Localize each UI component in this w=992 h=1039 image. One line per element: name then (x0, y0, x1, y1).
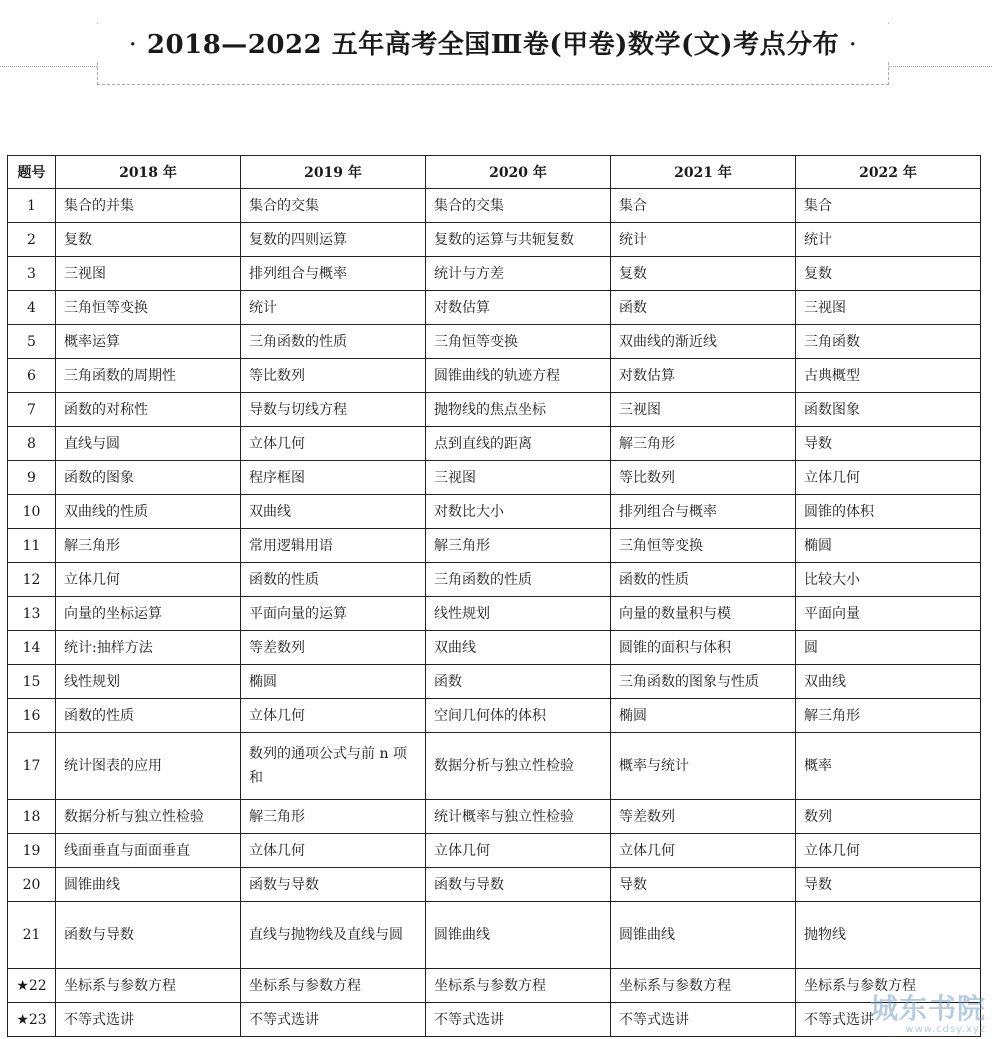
question-number-cell: 4 (8, 291, 56, 325)
table-row (8, 461, 981, 495)
table-body (8, 189, 981, 1037)
topic-cell-2019: 立体几何 (241, 699, 426, 733)
topic-cell-2020: 统计概率与独立性检验 (426, 800, 611, 834)
topic-cell-2021: 三角函数的图象与性质 (611, 665, 796, 699)
topic-cell-2018: 立体几何 (56, 563, 241, 597)
question-number-cell: 8 (8, 427, 56, 461)
table-row (8, 969, 981, 1003)
question-number-cell: 7 (8, 393, 56, 427)
topic-cell-2018: 函数与导数 (56, 902, 241, 969)
topic-cell-2018: 不等式选讲 (56, 1003, 241, 1037)
topic-cell-2022: 集合 (796, 189, 981, 223)
topic-cell-2018: 数据分析与独立性检验 (56, 800, 241, 834)
topic-cell-2021: 坐标系与参数方程 (611, 969, 796, 1003)
topic-cell-2018: 三角函数的周期性 (56, 359, 241, 393)
question-number-cell: 18 (8, 800, 56, 834)
topic-cell-2022: 平面向量 (796, 597, 981, 631)
topic-cell-2018: 三角恒等变换 (56, 291, 241, 325)
header-question-number: 题号 (8, 156, 56, 189)
topic-cell-2019: 统计 (241, 291, 426, 325)
page-title-text: 2018—2022 五年高考全国Ⅲ卷(甲卷)数学(文)考点分布 (146, 30, 840, 60)
topic-cell-2020: 不等式选讲 (426, 1003, 611, 1037)
topic-cell-2019: 函数与导数 (241, 868, 426, 902)
topic-cell-2019: 复数的四则运算 (241, 223, 426, 257)
topic-cell-2021: 解三角形 (611, 427, 796, 461)
topic-cell-2021: 双曲线的渐近线 (611, 325, 796, 359)
question-number-cell: 15 (8, 665, 56, 699)
topic-cell-2022: 圆 (796, 631, 981, 665)
topic-cell-2022: 坐标系与参数方程 (796, 969, 981, 1003)
topic-cell-2021: 统计 (611, 223, 796, 257)
question-number-cell: 5 (8, 325, 56, 359)
topic-cell-2018: 概率运算 (56, 325, 241, 359)
topic-cell-2020: 坐标系与参数方程 (426, 969, 611, 1003)
topic-cell-2019: 等差数列 (241, 631, 426, 665)
topic-cell-2018: 线性规划 (56, 665, 241, 699)
topic-cell-2022: 数列 (796, 800, 981, 834)
topic-cell-2018: 三视图 (56, 257, 241, 291)
table-row (8, 427, 981, 461)
question-number-cell: 14 (8, 631, 56, 665)
topic-cell-2019: 坐标系与参数方程 (241, 969, 426, 1003)
topic-cell-2020: 双曲线 (426, 631, 611, 665)
topic-cell-2020: 立体几何 (426, 834, 611, 868)
topic-cell-2022: 立体几何 (796, 834, 981, 868)
topic-cell-2018: 双曲线的性质 (56, 495, 241, 529)
topic-cell-2020: 抛物线的焦点坐标 (426, 393, 611, 427)
table-row (8, 393, 981, 427)
topic-cell-2022: 解三角形 (796, 699, 981, 733)
topic-cell-2019: 函数的性质 (241, 563, 426, 597)
table-row (8, 189, 981, 223)
topic-cell-2020: 三角函数的性质 (426, 563, 611, 597)
topic-cell-2020: 复数的运算与共轭复数 (426, 223, 611, 257)
topic-cell-2018: 线面垂直与面面垂直 (56, 834, 241, 868)
question-number-cell: 10 (8, 495, 56, 529)
title-dot-left: · (128, 30, 138, 60)
topic-cell-2018: 函数的性质 (56, 699, 241, 733)
table-row (8, 223, 981, 257)
topic-cell-2021: 向量的数量积与模 (611, 597, 796, 631)
topic-cell-2018: 直线与圆 (56, 427, 241, 461)
topic-cell-2022: 古典概型 (796, 359, 981, 393)
table-row (8, 325, 981, 359)
topic-cell-2019: 数列的通项公式与前 n 项和 (241, 733, 426, 800)
topic-cell-2020: 三角恒等变换 (426, 325, 611, 359)
table-row (8, 529, 981, 563)
header-row (8, 156, 981, 189)
topic-cell-2022: 不等式选讲 (796, 1003, 981, 1037)
header-year-2020: 2020 年 (426, 156, 611, 189)
question-number-cell: 21 (8, 902, 56, 969)
title-dot-right: · (848, 30, 858, 60)
topic-cell-2022: 统计 (796, 223, 981, 257)
topic-cell-2022: 函数图象 (796, 393, 981, 427)
table-row (8, 597, 981, 631)
table-row (8, 359, 981, 393)
topic-cell-2021: 圆锥的面积与体积 (611, 631, 796, 665)
topic-cell-2019: 双曲线 (241, 495, 426, 529)
topic-cell-2021: 等差数列 (611, 800, 796, 834)
topic-cell-2022: 圆锥的体积 (796, 495, 981, 529)
topic-cell-2019: 排列组合与概率 (241, 257, 426, 291)
topic-cell-2018: 统计:抽样方法 (56, 631, 241, 665)
title-rule-right (889, 66, 992, 67)
question-number-cell: 19 (8, 834, 56, 868)
table-row (8, 733, 981, 800)
question-number-cell: 9 (8, 461, 56, 495)
table-row (8, 291, 981, 325)
topic-cell-2020: 线性规划 (426, 597, 611, 631)
topic-cell-2020: 集合的交集 (426, 189, 611, 223)
question-number-cell: 6 (8, 359, 56, 393)
topic-cell-2018: 解三角形 (56, 529, 241, 563)
topic-cell-2022: 比较大小 (796, 563, 981, 597)
question-number-cell: 13 (8, 597, 56, 631)
topic-cell-2022: 导数 (796, 868, 981, 902)
table-row (8, 834, 981, 868)
topic-cell-2021: 集合 (611, 189, 796, 223)
header-year-2018: 2018 年 (56, 156, 241, 189)
watermark-url: www.cdsy.xyz (905, 1024, 986, 1035)
header-year-2021: 2021 年 (611, 156, 796, 189)
table-row (8, 665, 981, 699)
topic-cell-2019: 立体几何 (241, 427, 426, 461)
topic-cell-2022: 抛物线 (796, 902, 981, 969)
topic-cell-2021: 三视图 (611, 393, 796, 427)
table-row (8, 1003, 981, 1037)
question-number-cell: 2 (8, 223, 56, 257)
topic-cell-2020: 数据分析与独立性检验 (426, 733, 611, 800)
page-title (97, 24, 889, 61)
topic-cell-2020: 对数比大小 (426, 495, 611, 529)
topic-cell-2022: 双曲线 (796, 665, 981, 699)
topic-cell-2020: 三视图 (426, 461, 611, 495)
topic-cell-2022: 复数 (796, 257, 981, 291)
topic-cell-2018: 复数 (56, 223, 241, 257)
header-year-2019: 2019 年 (241, 156, 426, 189)
topic-cell-2020: 圆锥曲线 (426, 902, 611, 969)
topic-cell-2019: 平面向量的运算 (241, 597, 426, 631)
topic-cell-2021: 函数的性质 (611, 563, 796, 597)
topic-cell-2019: 等比数列 (241, 359, 426, 393)
topic-cell-2021: 等比数列 (611, 461, 796, 495)
topic-cell-2019: 立体几何 (241, 834, 426, 868)
title-banner (0, 0, 992, 100)
topic-cell-2021: 对数估算 (611, 359, 796, 393)
question-number-cell: 20 (8, 868, 56, 902)
topic-cell-2022: 三视图 (796, 291, 981, 325)
table-row (8, 699, 981, 733)
topic-cell-2018: 向量的坐标运算 (56, 597, 241, 631)
topic-cell-2019: 常用逻辑用语 (241, 529, 426, 563)
topic-cell-2019: 不等式选讲 (241, 1003, 426, 1037)
question-number-cell: 1 (8, 189, 56, 223)
table-row (8, 631, 981, 665)
topic-cell-2022: 概率 (796, 733, 981, 800)
watermark-logo (870, 994, 986, 1035)
header-year-2022: 2022 年 (796, 156, 981, 189)
table-row (8, 902, 981, 969)
topic-cell-2020: 函数与导数 (426, 868, 611, 902)
table-row (8, 257, 981, 291)
question-number-cell: 12 (8, 563, 56, 597)
topic-cell-2019: 导数与切线方程 (241, 393, 426, 427)
topic-cell-2018: 坐标系与参数方程 (56, 969, 241, 1003)
table-row (8, 868, 981, 902)
topic-cell-2019: 集合的交集 (241, 189, 426, 223)
topic-cell-2018: 集合的并集 (56, 189, 241, 223)
topic-cell-2021: 导数 (611, 868, 796, 902)
table-row (8, 563, 981, 597)
question-number-cell: 16 (8, 699, 56, 733)
question-number-cell: 11 (8, 529, 56, 563)
topic-cell-2019: 程序框图 (241, 461, 426, 495)
topic-cell-2021: 椭圆 (611, 699, 796, 733)
topic-cell-2020: 圆锥曲线的轨迹方程 (426, 359, 611, 393)
question-number-cell: 17 (8, 733, 56, 800)
topic-cell-2020: 解三角形 (426, 529, 611, 563)
table-row (8, 800, 981, 834)
topic-cell-2021: 复数 (611, 257, 796, 291)
exam-topics-table (7, 155, 981, 1037)
topic-cell-2021: 排列组合与概率 (611, 495, 796, 529)
topic-cell-2021: 三角恒等变换 (611, 529, 796, 563)
topic-cell-2021: 函数 (611, 291, 796, 325)
topic-cell-2020: 对数估算 (426, 291, 611, 325)
topic-cell-2022: 导数 (796, 427, 981, 461)
question-number-cell: 3 (8, 257, 56, 291)
topic-cell-2021: 立体几何 (611, 834, 796, 868)
topic-cell-2020: 统计与方差 (426, 257, 611, 291)
topic-cell-2018: 圆锥曲线 (56, 868, 241, 902)
topic-cell-2021: 不等式选讲 (611, 1003, 796, 1037)
question-number-cell: ★23 (8, 1003, 56, 1037)
topic-cell-2022: 立体几何 (796, 461, 981, 495)
topic-cell-2022: 三角函数 (796, 325, 981, 359)
topic-cell-2022: 椭圆 (796, 529, 981, 563)
topic-cell-2020: 函数 (426, 665, 611, 699)
topic-cell-2019: 三角函数的性质 (241, 325, 426, 359)
table-header (8, 156, 981, 189)
topic-cell-2020: 点到直线的距离 (426, 427, 611, 461)
topic-cell-2019: 直线与抛物线及直线与圆 (241, 902, 426, 969)
topic-cell-2021: 概率与统计 (611, 733, 796, 800)
question-number-cell: ★22 (8, 969, 56, 1003)
topic-cell-2018: 函数的对称性 (56, 393, 241, 427)
title-rule-left (0, 66, 97, 67)
topic-cell-2018: 函数的图象 (56, 461, 241, 495)
topic-cell-2019: 解三角形 (241, 800, 426, 834)
topic-cell-2021: 圆锥曲线 (611, 902, 796, 969)
topic-cell-2020: 空间几何体的体积 (426, 699, 611, 733)
topic-cell-2019: 椭圆 (241, 665, 426, 699)
watermark-text: 城东书院 (869, 992, 986, 1025)
table-row (8, 495, 981, 529)
topic-cell-2018: 统计图表的应用 (56, 733, 241, 800)
